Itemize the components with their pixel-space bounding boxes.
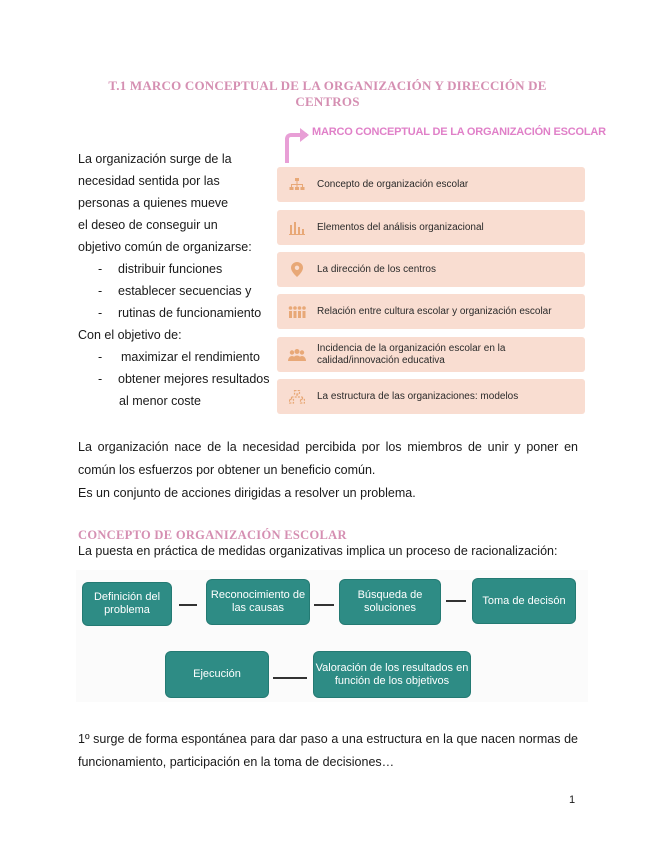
flow-step: Definición del problema — [83, 583, 171, 625]
diagram-card — [277, 167, 585, 202]
flow-connector — [314, 604, 334, 606]
diagram-card — [277, 337, 585, 372]
page-title: T.1 MARCO CONCEPTUAL DE LA ORGANIZACIÓN Y DIRECCIÓN DE CENTROS — [108, 78, 547, 109]
diagram-card-label: Elementos del análisis organizacional — [317, 221, 484, 233]
team-icon — [277, 349, 317, 361]
flow-step: Reconocimiento de las causas — [207, 580, 309, 624]
flow-step: Búsqueda de soluciones — [340, 580, 440, 624]
paragraph-line: La organización nace de la necesidad percibida por los miembros de unir y poner en común los esfuerzos por obtener un beneficio común. — [78, 440, 578, 477]
diagram-card-label: La estructura de las organizaciones: modelos — [317, 390, 519, 402]
list-item-text: distribuir funciones — [118, 262, 223, 276]
diagram-card-label: Relación entre cultura escolar y organización escolar — [317, 305, 552, 317]
paragraph-2 — [78, 728, 578, 774]
diagram-card — [277, 210, 585, 245]
hierarchy-icon — [277, 178, 317, 192]
paragraph-1 — [78, 436, 578, 505]
list-item: - obtener mejores resultados — [78, 368, 278, 390]
org-structure-icon — [277, 390, 317, 404]
intro-line: objetivo común de organizarse: — [78, 240, 252, 254]
list-item: - rutinas de funcionamiento — [78, 302, 278, 324]
diagram-card — [277, 379, 585, 414]
paragraph-line: Es un conjunto de acciones dirigidas a resolver un problema. — [78, 486, 416, 500]
intro-line: necesidad sentida por las — [78, 174, 220, 188]
list-item-text: maximizar el rendimiento — [121, 350, 260, 364]
intro-line: La organización surge de la — [78, 152, 232, 166]
diagram-card-label: Concepto de organización escolar — [317, 178, 469, 190]
diagram-card — [277, 294, 585, 329]
intro-line: el deseo de conseguir un — [78, 218, 218, 232]
diagram-heading: MARCO CONCEPTUAL DE LA ORGANIZACIÓN ESCOLAR — [312, 126, 606, 138]
page-number: 1 — [569, 794, 576, 806]
location-pin-icon — [277, 262, 317, 277]
heading-arrow-head — [300, 128, 309, 142]
list-item-text: obtener mejores resultados — [118, 372, 270, 386]
list-item: - distribuir funciones — [78, 258, 278, 280]
flow-connector — [446, 600, 466, 602]
flow-step: Toma de decisón — [473, 579, 575, 623]
flow-step: Valoración de los resultados en función de los objetivos — [314, 652, 470, 697]
diagram-card-label: Incidencia de la organización escolar en la calidad/innovación educativa — [317, 342, 506, 366]
list-item-text: establecer secuencias y — [118, 284, 252, 298]
list-item: - establecer secuencias y — [78, 280, 278, 302]
diagram-card — [277, 252, 585, 287]
section-intro: La puesta en práctica de medidas organizativas implica un proceso de racionalización: — [78, 544, 558, 558]
group-icon — [277, 305, 317, 319]
objective-label: Con el objetivo de: — [78, 328, 182, 342]
bar-chart-icon — [277, 221, 317, 235]
diagram-card-label: La dirección de los centros — [317, 263, 436, 275]
list-item: - maximizar el rendimiento — [78, 346, 278, 368]
paragraph-line: 1º surge de forma espontánea para dar paso a una estructura en la que nacen normas de funcionamiento, participación en la toma de decisiones… — [78, 732, 578, 769]
intro-line: personas a quienes mueve — [78, 196, 229, 210]
intro-text — [78, 148, 278, 412]
flow-step: Ejecución — [166, 652, 268, 697]
list-item-continuation: al menor coste — [119, 394, 201, 408]
section-title: CONCEPTO DE ORGANIZACIÓN ESCOLAR — [78, 528, 347, 542]
list-item-text: rutinas de funcionamiento — [118, 306, 262, 320]
flow-connector — [273, 677, 307, 679]
flow-connector — [179, 604, 197, 606]
